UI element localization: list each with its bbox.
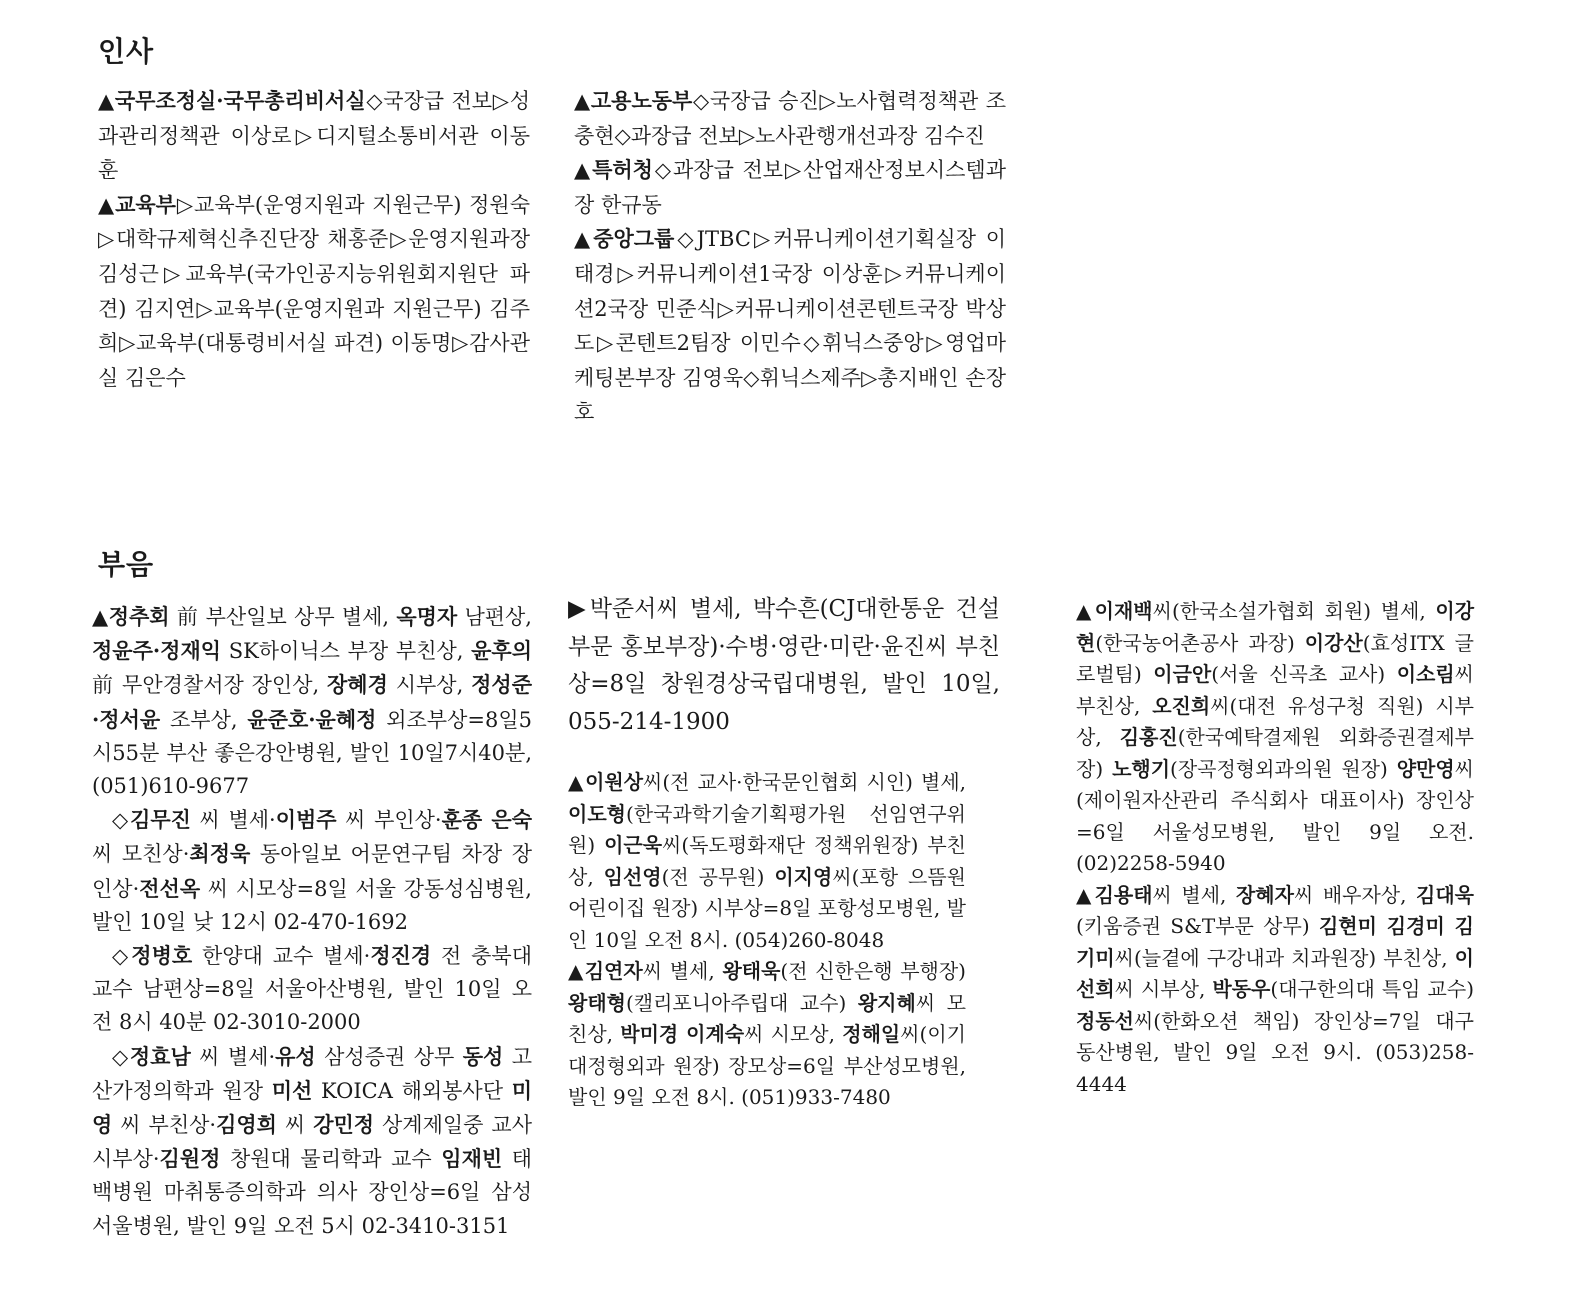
name-highlight: ◇정병호 xyxy=(112,943,193,969)
notice-text: (장곡정형외과의원 원장) xyxy=(1170,756,1397,781)
notice-text: (한국과학기술기획평가원 선임연구위원) xyxy=(568,801,966,857)
notice-text: 상계제일중 교사 시부상· xyxy=(92,1113,533,1172)
name-highlight: 이금안 xyxy=(1153,662,1212,686)
notice-entry xyxy=(568,591,1000,741)
name-highlight: 정진경 xyxy=(370,943,432,969)
notice-text: (한국농어촌공사 과장) xyxy=(1095,630,1305,655)
notice-text: 씨 시모상=8일 서울 강동성심병원, 발인 10일 낮 12시 02-470-1692 xyxy=(92,876,532,934)
name-highlight: 이강산 xyxy=(1304,630,1363,655)
name-highlight: 박미경 이계숙 xyxy=(620,1022,745,1046)
name-highlight: 임선영 xyxy=(603,864,662,889)
notice-entry xyxy=(574,153,1006,222)
name-highlight: 김현미 김경미 김기미 xyxy=(1076,914,1474,970)
notice-text: (대구한의대 특임 교수) xyxy=(1270,977,1475,1001)
name-highlight: 노행기 xyxy=(1112,756,1171,781)
notice-text: 씨(제이원자산관리 주식회사 대표이사) 장인상=6일 서울성모병원, 발인 9일 오전. (02)2258-5940 xyxy=(1076,756,1474,875)
name-highlight: 왕태욱 xyxy=(722,959,781,983)
name-highlight: 김원정 xyxy=(159,1146,221,1172)
notice-text: 씨(이기대정형외과 원장) 장모상=6일 부산성모병원, 발인 9일 오전 8시. (051)933-7480 xyxy=(568,1022,966,1109)
notice-text: 씨 별세, xyxy=(642,959,723,983)
notice-text: 씨(전 교사·한국문인협회 시인) 별세, xyxy=(643,770,967,794)
notice-text: 씨 xyxy=(276,1113,314,1138)
notice-text: 창원대 물리학과 교수 xyxy=(220,1147,442,1172)
notice-text: 씨 별세· xyxy=(190,1044,276,1069)
name-highlight: 이도형 xyxy=(568,801,626,826)
notice-text: 남편상, xyxy=(457,605,532,629)
insa-column-2 xyxy=(574,84,1006,430)
notice-text: ▶박준서씨 별세, 박수흔(CJ대한통운 건설부문 홍보부장)·수병·영란·미란·윤진씨 부친상=8일 창원경상국립대병원, 발인 10일, 055-214-1900 xyxy=(568,596,1000,735)
name-highlight: 장혜경 xyxy=(327,672,388,698)
section-title-bueum: 부음 xyxy=(98,548,155,581)
notice-text: 태백병원 마취통증의학과 의사 장인상=6일 삼성서울병원, 발인 9일 오전 5시 02-3410-3151 xyxy=(92,1147,532,1238)
name-highlight: 정동선 xyxy=(1076,1008,1134,1033)
notice-text: 한양대 교수 별세· xyxy=(192,944,371,969)
notice-text: (서울 신곡초 교사) xyxy=(1211,662,1397,686)
notice-text: ◇JTBC▷커뮤니케이션기획실장 이태경▷커뮤니케이션1국장 이상훈▷커뮤니케이션2국장 민준식▷커뮤니케이션콘텐트국장 박상도▷콘텐트2팀장 이민수◇휘닉스중앙▷영업마케팅본부장 김영욱◇휘닉스제주▷총지배인 손장호 xyxy=(574,227,1007,425)
notice-text: ◇국장급 승진▷노사협력정책관 조충현◇과장급 전보▷노사관행개선과장 김수진 xyxy=(574,89,1006,148)
notice-entry xyxy=(92,1040,532,1243)
bueum-column-3 xyxy=(1076,596,1474,1100)
name-highlight: ▲이재백 xyxy=(1076,599,1153,623)
notice-text: 씨 모친상· xyxy=(92,842,190,867)
notice-entry xyxy=(574,222,1006,430)
notice-entry xyxy=(568,956,966,1114)
name-highlight: 이선희 xyxy=(1076,945,1474,1001)
notice-entry xyxy=(1076,880,1474,1101)
name-highlight: 최정욱 xyxy=(189,841,251,867)
name-highlight: 이지영 xyxy=(774,864,833,889)
notice-text: 前 무안경찰서장 장인상, xyxy=(92,673,328,698)
notice-text: 씨 별세· xyxy=(190,808,276,833)
name-highlight: ◇김무진 xyxy=(112,807,191,833)
notice-text: (한국예탁결제원 외화증권결제부장) xyxy=(1076,725,1474,781)
name-highlight: 이소림 xyxy=(1396,662,1455,686)
name-highlight: ▲김용태 xyxy=(1076,882,1153,907)
insa-column-1 xyxy=(98,84,530,395)
notice-text: 시부상, xyxy=(387,673,472,698)
notice-text: 씨 시모상, xyxy=(744,1022,843,1046)
name-highlight: 왕태형 xyxy=(568,990,626,1015)
notice-text: 전 충북대 교수 남편상=8일 서울아산병원, 발인 10일 오전 8시 40분 02-3010-2000 xyxy=(92,944,533,1035)
name-highlight: 이범주 xyxy=(275,807,337,833)
notice-text: SK하이닉스 부장 부친상, xyxy=(221,639,472,664)
notice-text: 씨 시부상, xyxy=(1114,977,1213,1001)
notice-text: 씨(한국소설가협회 회원) 별세, xyxy=(1152,599,1436,623)
notice-text: (전 신한은행 부행장) xyxy=(780,959,966,983)
name-highlight: 장혜자 xyxy=(1235,882,1294,907)
name-highlight: 미선 xyxy=(271,1077,313,1103)
name-highlight: 정성준·정서윤 xyxy=(92,672,532,732)
notice-text: 외조부상=8일5시55분 부산 좋은강안병원, 발인 10일7시40분, (051)610-9677 xyxy=(92,707,532,799)
notice-entry xyxy=(98,188,530,396)
name-highlight: ▲국무조정실·국무총리비서실 xyxy=(98,88,366,113)
section-title-insa: 인사 xyxy=(98,35,155,68)
bueum-column-2-bottom xyxy=(568,767,966,1114)
notice-text: 씨(한화오션 책임) 장인상=7일 대구 동산병원, 발인 9일 오전 9시. (053)258-4444 xyxy=(1076,1008,1474,1096)
notice-text: 씨 부친상, xyxy=(1076,662,1474,718)
name-highlight: 유성 xyxy=(275,1043,316,1069)
name-highlight: 이근욱 xyxy=(604,833,663,857)
name-highlight: ▲특허청 xyxy=(574,157,653,183)
name-highlight: ▲중앙그룹 xyxy=(574,226,675,252)
notice-text: 씨 부친상· xyxy=(112,1113,217,1138)
name-highlight: ▲이원상 xyxy=(568,770,644,794)
notice-text: 씨(독도평화재단 정책위원장) 부친상, xyxy=(568,833,966,889)
name-highlight: 이강현 xyxy=(1076,599,1475,655)
notice-text: 씨 배우자상, xyxy=(1293,882,1417,907)
notice-text: 씨(대전 유성구청 직원) 시부상, xyxy=(1076,693,1474,749)
notice-text: 씨 별세, xyxy=(1152,882,1236,907)
name-highlight: 옥명자 xyxy=(396,604,458,629)
name-highlight: 양만영 xyxy=(1396,756,1455,781)
notice-text: ◇국장급 전보▷성과관리정책관 이상로▷디지털소통비서관 이동훈 xyxy=(98,89,530,183)
name-highlight: ▲정추회 xyxy=(92,604,170,629)
notice-text: ▷교육부(운영지원과 지원근무) 정원숙▷대학규제혁신추진단장 채홍준▷운영지원과장 김성근▷교육부(국가인공지능위원회지원단 파견) 김지연▷교육부(운영지원과 지원근무) 김주희▷교육부(대통령비서실 파견) 이동명▷감사관실 김은수 xyxy=(98,192,530,390)
notice-text: KOICA 해외봉사단 xyxy=(312,1078,512,1103)
notice-text: 동아일보 어문연구팀 차장 장인상· xyxy=(92,842,532,901)
name-highlight: 윤후의 xyxy=(471,638,532,664)
notice-text: 삼성증권 상무 xyxy=(315,1044,463,1069)
notice-text: (키움증권 S&T부문 상무) xyxy=(1076,914,1319,938)
name-highlight: 박동우 xyxy=(1212,977,1271,1001)
notice-text: 前 부산일보 상무 별세, xyxy=(169,605,397,629)
notice-entry xyxy=(92,939,532,1040)
notice-entry xyxy=(92,600,532,803)
notice-text: (캘리포니아주립대 교수) xyxy=(625,990,858,1015)
name-highlight: 정윤주·정재익 xyxy=(92,638,222,664)
name-highlight: 김홍진 xyxy=(1119,725,1178,749)
name-highlight: 정해일 xyxy=(842,1022,901,1046)
notice-text: ◇과장급 전보▷산업재산정보시스템과장 한규동 xyxy=(574,158,1006,217)
notice-entry xyxy=(1076,596,1474,880)
notice-text: 조부상, xyxy=(160,707,248,732)
name-highlight: ▲김연자 xyxy=(568,959,643,983)
notice-text: 씨 부인상· xyxy=(336,808,442,833)
name-highlight: 오진희 xyxy=(1152,693,1211,718)
name-highlight: ◇정효남 xyxy=(112,1043,191,1069)
notice-text: 씨(늘곁에 구강내과 치과원장) 부친상, xyxy=(1114,945,1455,970)
notice-text: (전 공무원) xyxy=(661,864,775,889)
notice-text: (효성ITX 글로벌팀) xyxy=(1076,630,1474,686)
name-highlight: 훈종 은숙 xyxy=(441,807,532,833)
name-highlight: ▲교육부 xyxy=(98,191,176,217)
name-highlight: 전선옥 xyxy=(139,875,201,901)
name-highlight: 김영희 xyxy=(216,1112,277,1138)
notice-entry xyxy=(92,803,532,939)
notice-text: 씨(포항 으뜸원어린이집 원장) 시부상=8일 포항성모병원, 발인 10일 오전 8시. (054)260-8048 xyxy=(568,864,966,952)
name-highlight: 임재빈 xyxy=(441,1146,503,1172)
notice-entry xyxy=(568,767,966,956)
name-highlight: 강민정 xyxy=(313,1112,375,1138)
name-highlight: 윤준호·윤혜정 xyxy=(247,706,377,732)
bueum-column-2-top xyxy=(568,591,1000,741)
name-highlight: 김대욱 xyxy=(1416,882,1474,907)
name-highlight: 동성 xyxy=(462,1043,504,1069)
notice-entry xyxy=(574,84,1006,153)
name-highlight: ▲고용노동부 xyxy=(574,88,693,113)
name-highlight: 왕지혜 xyxy=(857,990,916,1015)
bueum-column-1 xyxy=(92,600,532,1243)
notice-text: 고산가정의학과 원장 xyxy=(92,1044,532,1103)
notice-entry xyxy=(98,84,530,188)
name-highlight: 미영 xyxy=(92,1077,532,1138)
notice-text: 씨 모친상, xyxy=(568,990,966,1046)
